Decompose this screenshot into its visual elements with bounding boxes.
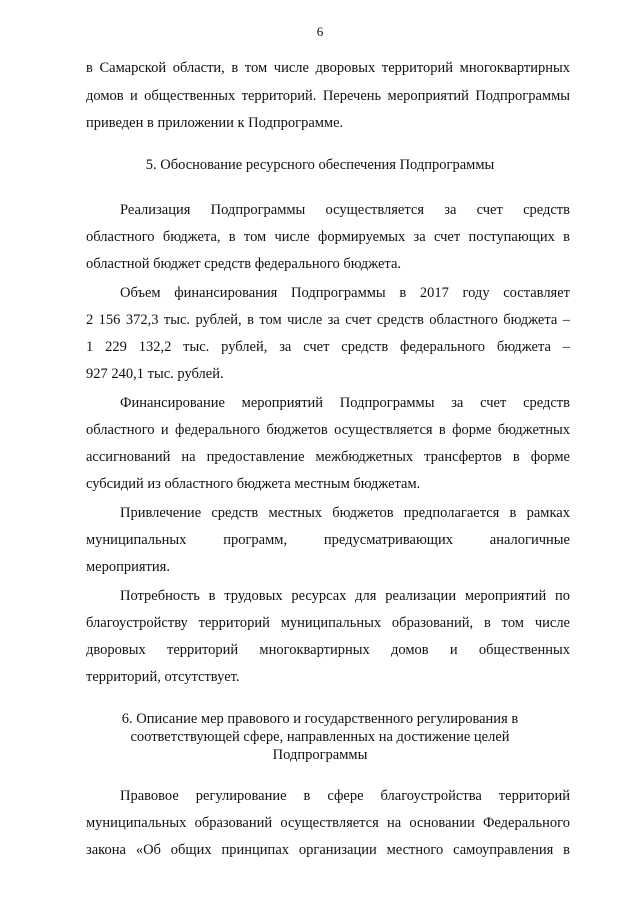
s5-p2-line-4: 927 240,1 тыс. рублей.: [86, 366, 224, 382]
continuation-line-2: домов и общественных территорий. Перечень мероприятий Подпрограммы: [86, 88, 570, 104]
continuation-line-3: приведен в приложении к Подпрограмме.: [86, 115, 344, 131]
s6-p1-line-3: закона «Об общих принципах организации местного самоуправления в: [86, 842, 570, 858]
section-5-heading: 5. Обоснование ресурсного обеспечения Подпрограммы: [145, 157, 495, 173]
s5-p1-line-3: областной бюджет средств федерального бюджета.: [86, 256, 402, 272]
section-6-heading-line-2: соответствующей сфере, направленных на достижение целей: [130, 729, 510, 745]
s5-p5-line-1: Потребность в трудовых ресурсах для реализации мероприятий по: [120, 588, 570, 604]
continuation-line-1: в Самарской области, в том числе дворовых территорий многоквартирных: [86, 60, 570, 76]
s5-p4-line-3: мероприятия.: [86, 559, 170, 575]
s5-p3-line-3: ассигнований на предоставление межбюджетных трансфертов в форме: [86, 449, 570, 465]
s5-p3-line-1: Финансирование мероприятий Подпрограммы за счет средств: [120, 395, 570, 411]
s6-p1-line-2: муниципальных образований осуществляется на основании Федерального: [86, 815, 570, 831]
s5-p4-line-2: муниципальных программ, предусматривающих аналогичные: [86, 532, 570, 548]
s5-p1-line-2: областного бюджета, в том числе формируемых за счет поступающих в: [86, 229, 570, 245]
s5-p5-line-2: благоустройству территорий муниципальных образований, в том числе: [86, 615, 570, 631]
section-6-heading-line-3: Подпрограммы: [272, 747, 368, 763]
s5-p3-line-4: субсидий из областного бюджета местным бюджетам.: [86, 476, 421, 492]
section-6-heading-line-1: 6. Описание мер правового и государственного регулирования в: [121, 711, 519, 727]
s6-p1-line-1: Правовое регулирование в сфере благоустройства территорий: [120, 788, 570, 804]
s5-p1-line-1: Реализация Подпрограммы осуществляется за счет средств: [120, 202, 570, 218]
s5-p2-line-1: Объем финансирования Подпрограммы в 2017 году составляет: [120, 285, 570, 301]
s5-p4-line-1: Привлечение средств местных бюджетов предполагается в рамках: [120, 505, 570, 521]
s5-p5-line-3: дворовых территорий многоквартирных домов и общественных: [86, 642, 570, 658]
page-number: 6: [316, 24, 324, 39]
s5-p2-line-3: 1 229 132,2 тыс. рублей, за счет средств федерального бюджета –: [86, 339, 570, 355]
s5-p5-line-4: территорий, отсутствует.: [86, 669, 240, 685]
s5-p2-line-2: 2 156 372,3 тыс. рублей, в том числе за счет средств областного бюджета –: [86, 312, 570, 328]
s5-p3-line-2: областного и федерального бюджетов осуществляется в форме бюджетных: [86, 422, 570, 438]
